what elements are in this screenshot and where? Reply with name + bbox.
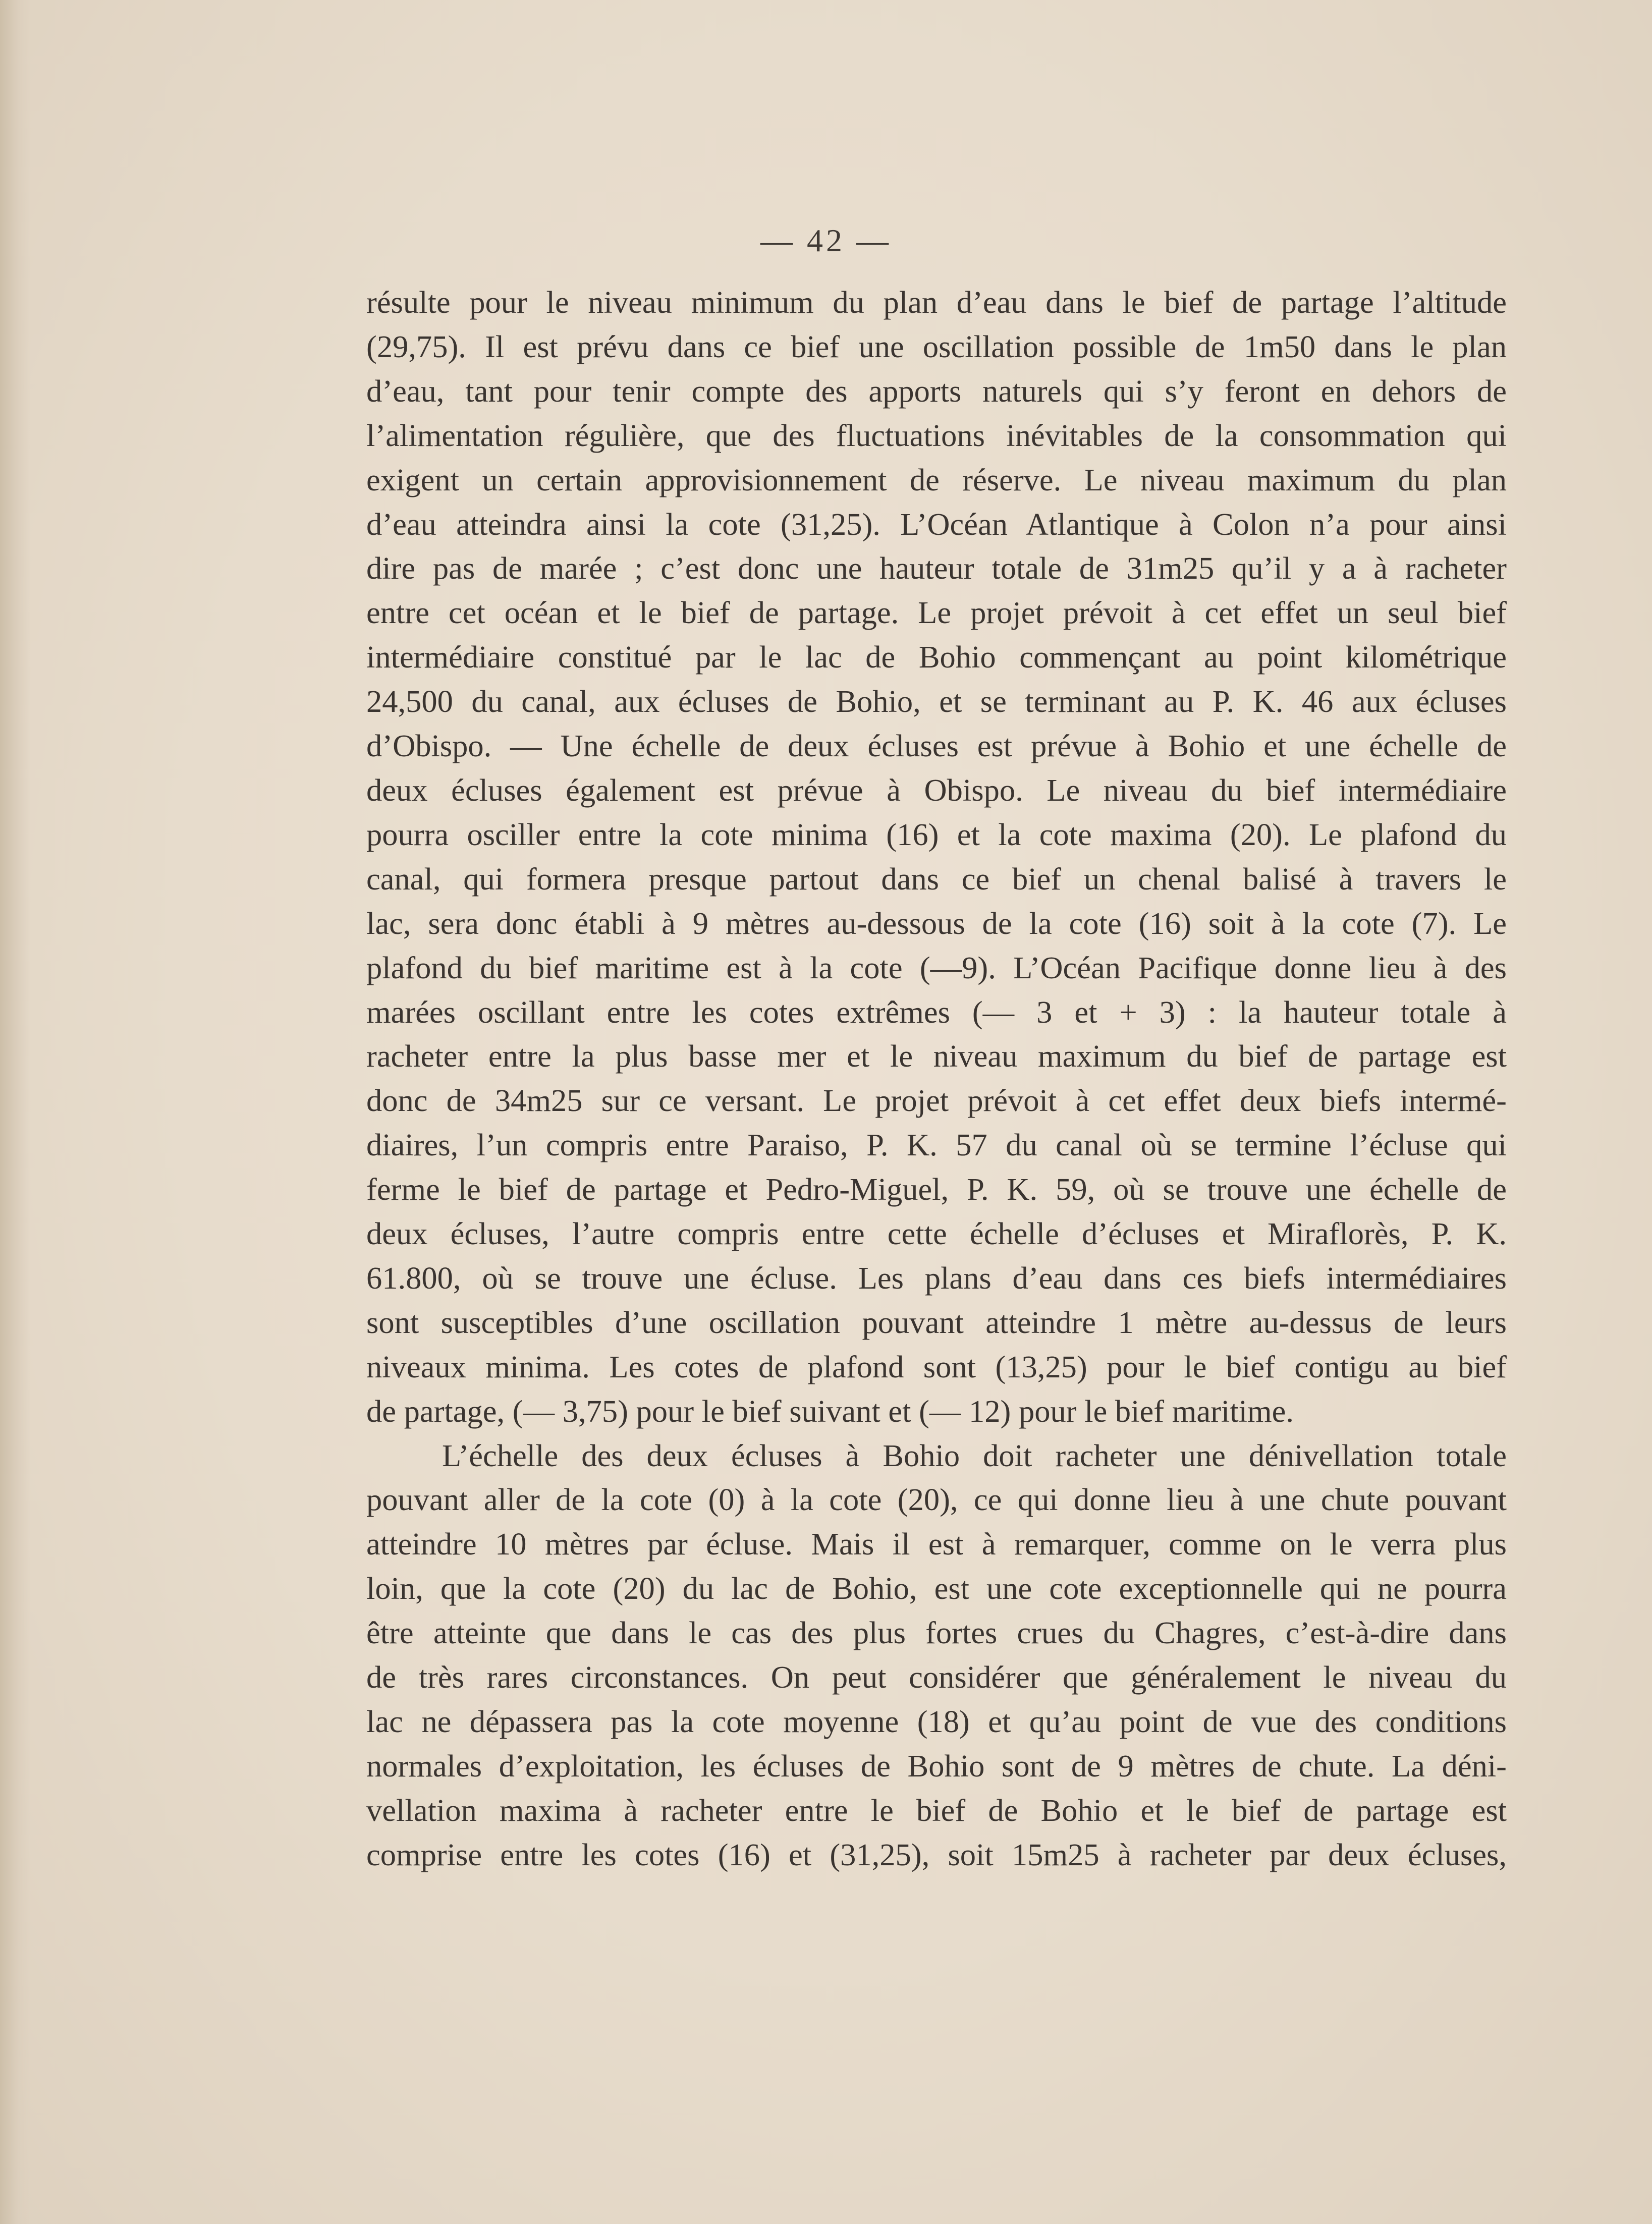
text-line: exigent un certain approvisionnement de réserve. Le niveau maximum du plan	[366, 462, 1507, 497]
text-line: entre cet océan et le bief de partage. Le projet prévoit à cet effet un seul bief	[366, 595, 1507, 631]
text-line: marées oscillant entre les cotes extrêmes (— 3 et + 3) : la hauteur totale à	[366, 994, 1507, 1030]
text-line: niveaux minima. Les cotes de plafond sont (13,25) pour le bief contigu au bief	[366, 1349, 1507, 1384]
text-line: d’Obispo. — Une échelle de deux écluses est prévue à Bohio et une échelle de	[366, 728, 1507, 764]
text-line: résulte pour le niveau minimum du plan d’eau dans le bief de partage l’altitude	[366, 285, 1507, 320]
text-line: plafond du bief maritime est à la cote (—9). L’Océan Pacifique donne lieu à des	[366, 950, 1507, 985]
text-line: lac ne dépassera pas la cote moyenne (18) et qu’au point de vue des conditions	[366, 1704, 1507, 1739]
text-line: d’eau atteindra ainsi la cote (31,25). L’Océan Atlantique à Colon n’a pour ainsi	[366, 506, 1507, 542]
text-line: L’échelle des deux écluses à Bohio doit racheter une dénivellation totale	[442, 1437, 1507, 1473]
text-line: ferme le bief de partage et Pedro-Miguel, P. K. 59, où se trouve une échelle de	[366, 1172, 1507, 1207]
text-line: l’alimentation régulière, que des fluctuations inévitables de la consommation qui	[366, 417, 1507, 453]
text-line: loin, que la cote (20) du lac de Bohio, est une cote exceptionnelle qui ne pourra	[366, 1571, 1507, 1606]
paragraph-2	[366, 1434, 1507, 1877]
text-line: (29,75). Il est prévu dans ce bief une oscillation possible de 1m50 dans le plan	[366, 328, 1507, 364]
text-line: dire pas de marée ; c’est donc une hauteur totale de 31m25 qu’il y a à racheter	[366, 550, 1507, 586]
text-line: pouvant aller de la cote (0) à la cote (20), ce qui donne lieu à une chute pouvant	[366, 1482, 1507, 1518]
text-line: de partage, (— 3,75) pour le bief suivant et (— 12) pour le bief maritime.	[366, 1393, 1294, 1429]
text-line: atteindre 10 mètres par écluse. Mais il est à remarquer, comme on le verra plus	[366, 1526, 1507, 1562]
text-line: deux écluses, l’autre compris entre cette échelle d’écluses et Miraflorès, P. K.	[366, 1216, 1507, 1252]
text-line: de très rares circonstances. On peut considérer que généralement le niveau du	[366, 1659, 1507, 1695]
text-line: donc de 34m25 sur ce versant. Le projet prévoit à cet effet deux biefs intermé-	[366, 1083, 1507, 1119]
text-line: racheter entre la plus basse mer et le niveau maximum du bief de partage est	[366, 1038, 1507, 1074]
text-line: canal, qui formera presque partout dans ce bief un chenal balisé à travers le	[366, 861, 1507, 897]
text-line: deux écluses également est prévue à Obispo. Le niveau du bief intermédiaire	[366, 772, 1507, 808]
text-line: intermédiaire constitué par le lac de Bohio commençant au point kilométrique	[366, 639, 1507, 675]
text-line: 24,500 du canal, aux écluses de Bohio, et se terminant au P. K. 46 aux écluses	[366, 684, 1507, 719]
text-line: vellation maxima à racheter entre le bief de Bohio et le bief de partage est	[366, 1792, 1507, 1828]
text-line: être atteinte que dans le cas des plus fortes crues du Chagres, c’est-à-dire dans	[366, 1615, 1507, 1651]
text-line: d’eau, tant pour tenir compte des apports naturels qui s’y feront en dehors de	[366, 373, 1507, 409]
text-line: 61.800, où se trouve une écluse. Les plans d’eau dans ces biefs intermédiaires	[366, 1260, 1507, 1296]
text-line: pourra osciller entre la cote minima (16) et la cote maxima (20). Le plafond du	[366, 816, 1507, 852]
paragraph-1	[366, 281, 1507, 1434]
text-line: normales d’exploitation, les écluses de Bohio sont de 9 mètres de chute. La déni-	[366, 1748, 1507, 1784]
body-text	[366, 281, 1507, 1877]
text-line: sont susceptibles d’une oscillation pouvant atteindre 1 mètre au-dessus de leurs	[366, 1304, 1507, 1340]
page-number: — 42 —	[760, 223, 892, 258]
page-left-edge-shadow	[0, 0, 30, 2224]
text-line: comprise entre les cotes (16) et (31,25), soit 15m25 à racheter par deux écluses,	[366, 1837, 1507, 1872]
text-line: diaires, l’un compris entre Paraiso, P. K. 57 du canal où se termine l’écluse qui	[366, 1127, 1507, 1163]
text-line: lac, sera donc établi à 9 mètres au-dessous de la cote (16) soit à la cote (7). Le	[366, 905, 1507, 941]
